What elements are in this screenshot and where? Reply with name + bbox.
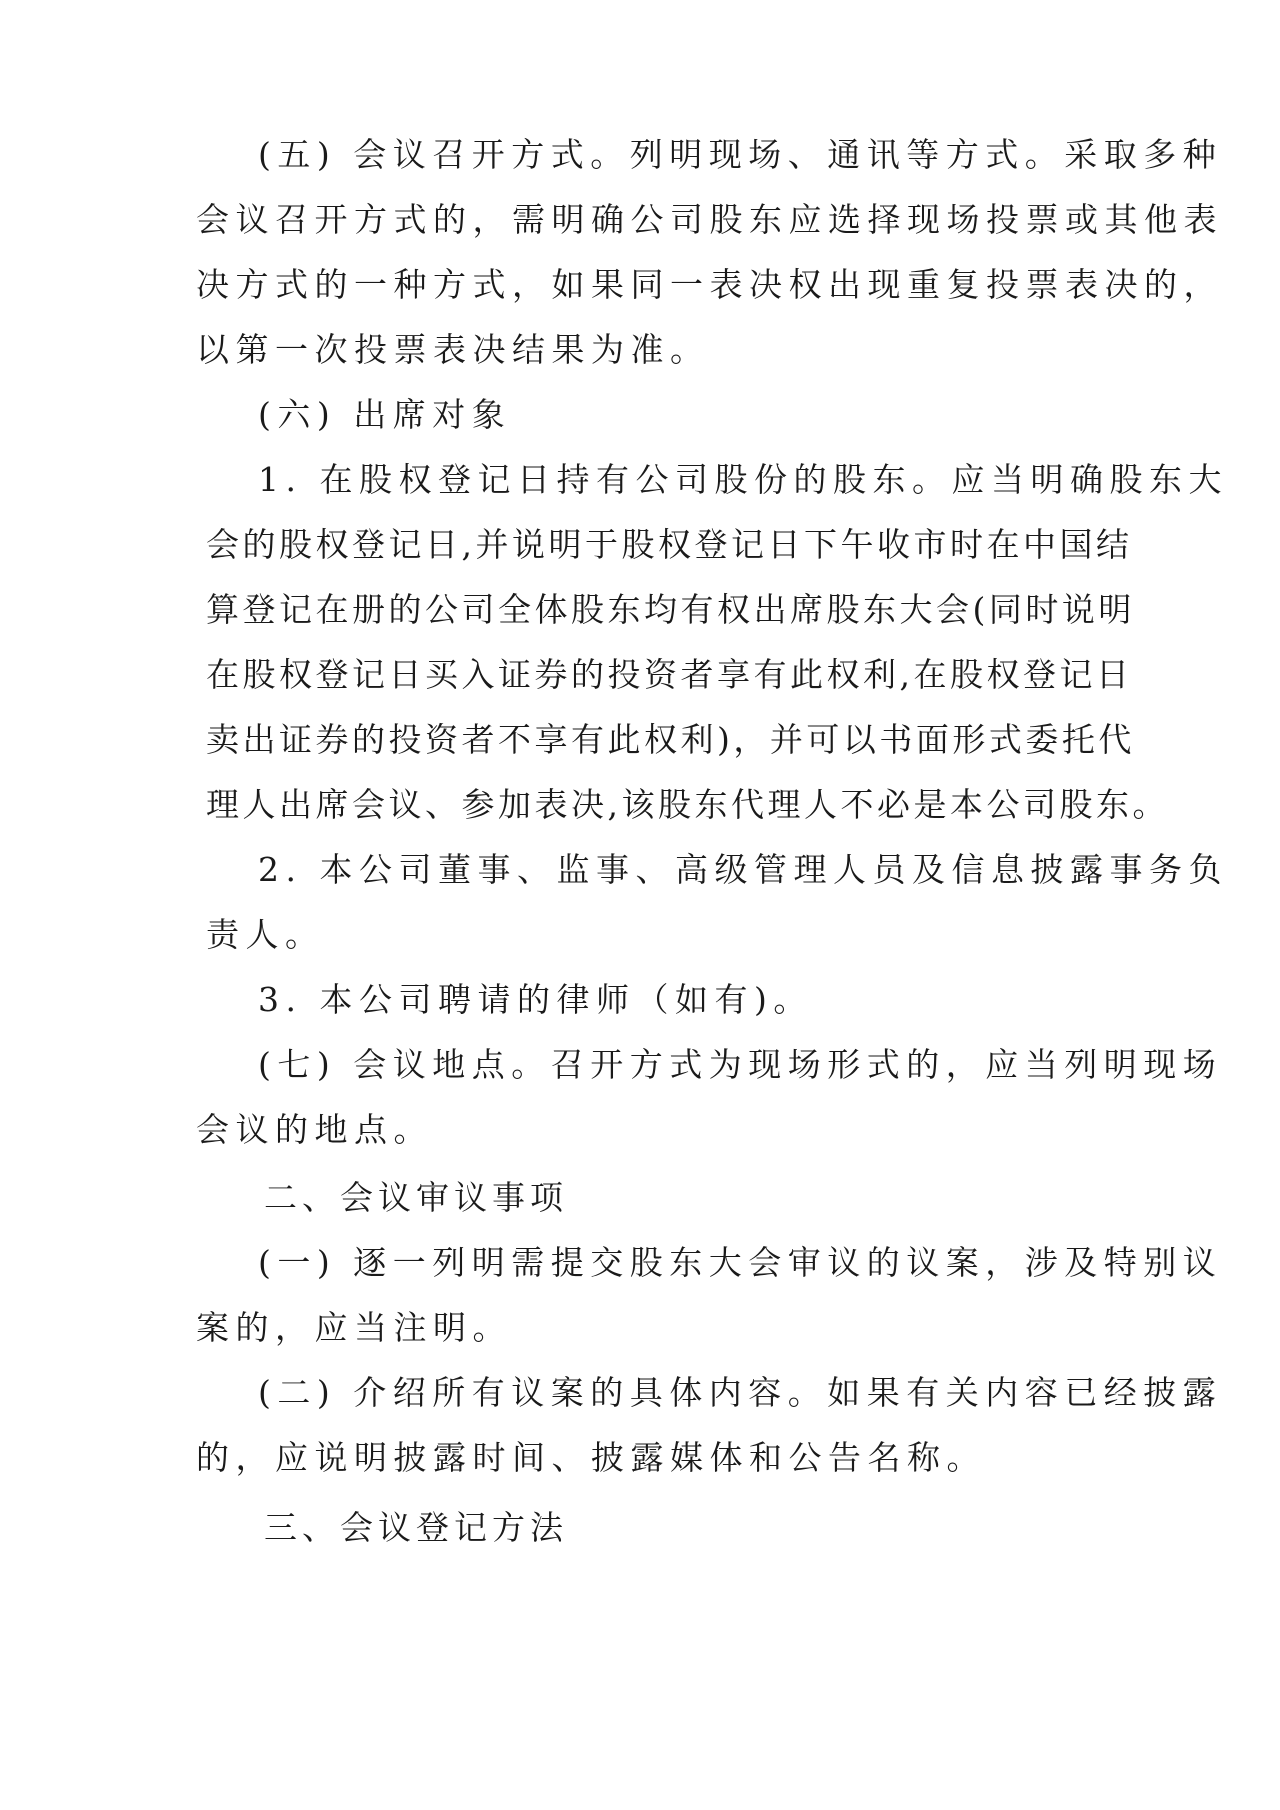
paragraph-line: 会议召开方式的，需明确公司股东应选择现场投票或其他表 bbox=[196, 200, 1223, 239]
paragraph-line: 的，应说明披露时间、披露媒体和公告名称。 bbox=[196, 1438, 986, 1477]
paragraph-line: 在股权登记日买入证券的投资者享有此权利,在股权登记日 bbox=[206, 655, 1133, 694]
paragraph-line: 2. 本公司董事、监事、高级管理人员及信息披露事务负 bbox=[258, 850, 1228, 889]
paragraph-line: 算登记在册的公司全体股东均有权出席股东大会(同时说明 bbox=[206, 590, 1135, 629]
paragraph-line: (七) 会议地点。召开方式为现场形式的，应当列明现场 bbox=[258, 1045, 1223, 1084]
paragraph-line: 会议的地点。 bbox=[196, 1110, 433, 1149]
paragraph-line: 案的，应当注明。 bbox=[196, 1308, 512, 1347]
section-heading: 三、会议登记方法 bbox=[264, 1508, 568, 1547]
section-subheading: (六) 出席对象 bbox=[258, 395, 512, 434]
paragraph-line: 3. 本公司聘请的律师（如有)。 bbox=[258, 980, 813, 1019]
paragraph-line: 以第一次投票表决结果为准。 bbox=[196, 330, 710, 369]
paragraph-line: (一) 逐一列明需提交股东大会审议的议案，涉及特别议 bbox=[258, 1243, 1223, 1282]
section-heading: 二、会议审议事项 bbox=[264, 1178, 568, 1217]
paragraph-line: 责人。 bbox=[206, 915, 325, 954]
paragraph-line: 理人出席会议、参加表决,该股东代理人不必是本公司股东。 bbox=[206, 785, 1169, 824]
paragraph-line: (五) 会议召开方式。列明现场、通讯等方式。采取多种 bbox=[258, 135, 1223, 174]
paragraph-line: (二) 介绍所有议案的具体内容。如果有关内容已经披露 bbox=[258, 1373, 1223, 1412]
paragraph-line: 会的股权登记日,并说明于股权登记日下午收市时在中国结 bbox=[206, 525, 1133, 564]
paragraph-line: 决方式的一种方式，如果同一表决权出现重复投票表决的， bbox=[196, 265, 1223, 304]
paragraph-line: 1. 在股权登记日持有公司股份的股东。应当明确股东大 bbox=[258, 460, 1228, 499]
paragraph-line: 卖出证券的投资者不享有此权利)，并可以书面形式委托代 bbox=[206, 720, 1135, 759]
